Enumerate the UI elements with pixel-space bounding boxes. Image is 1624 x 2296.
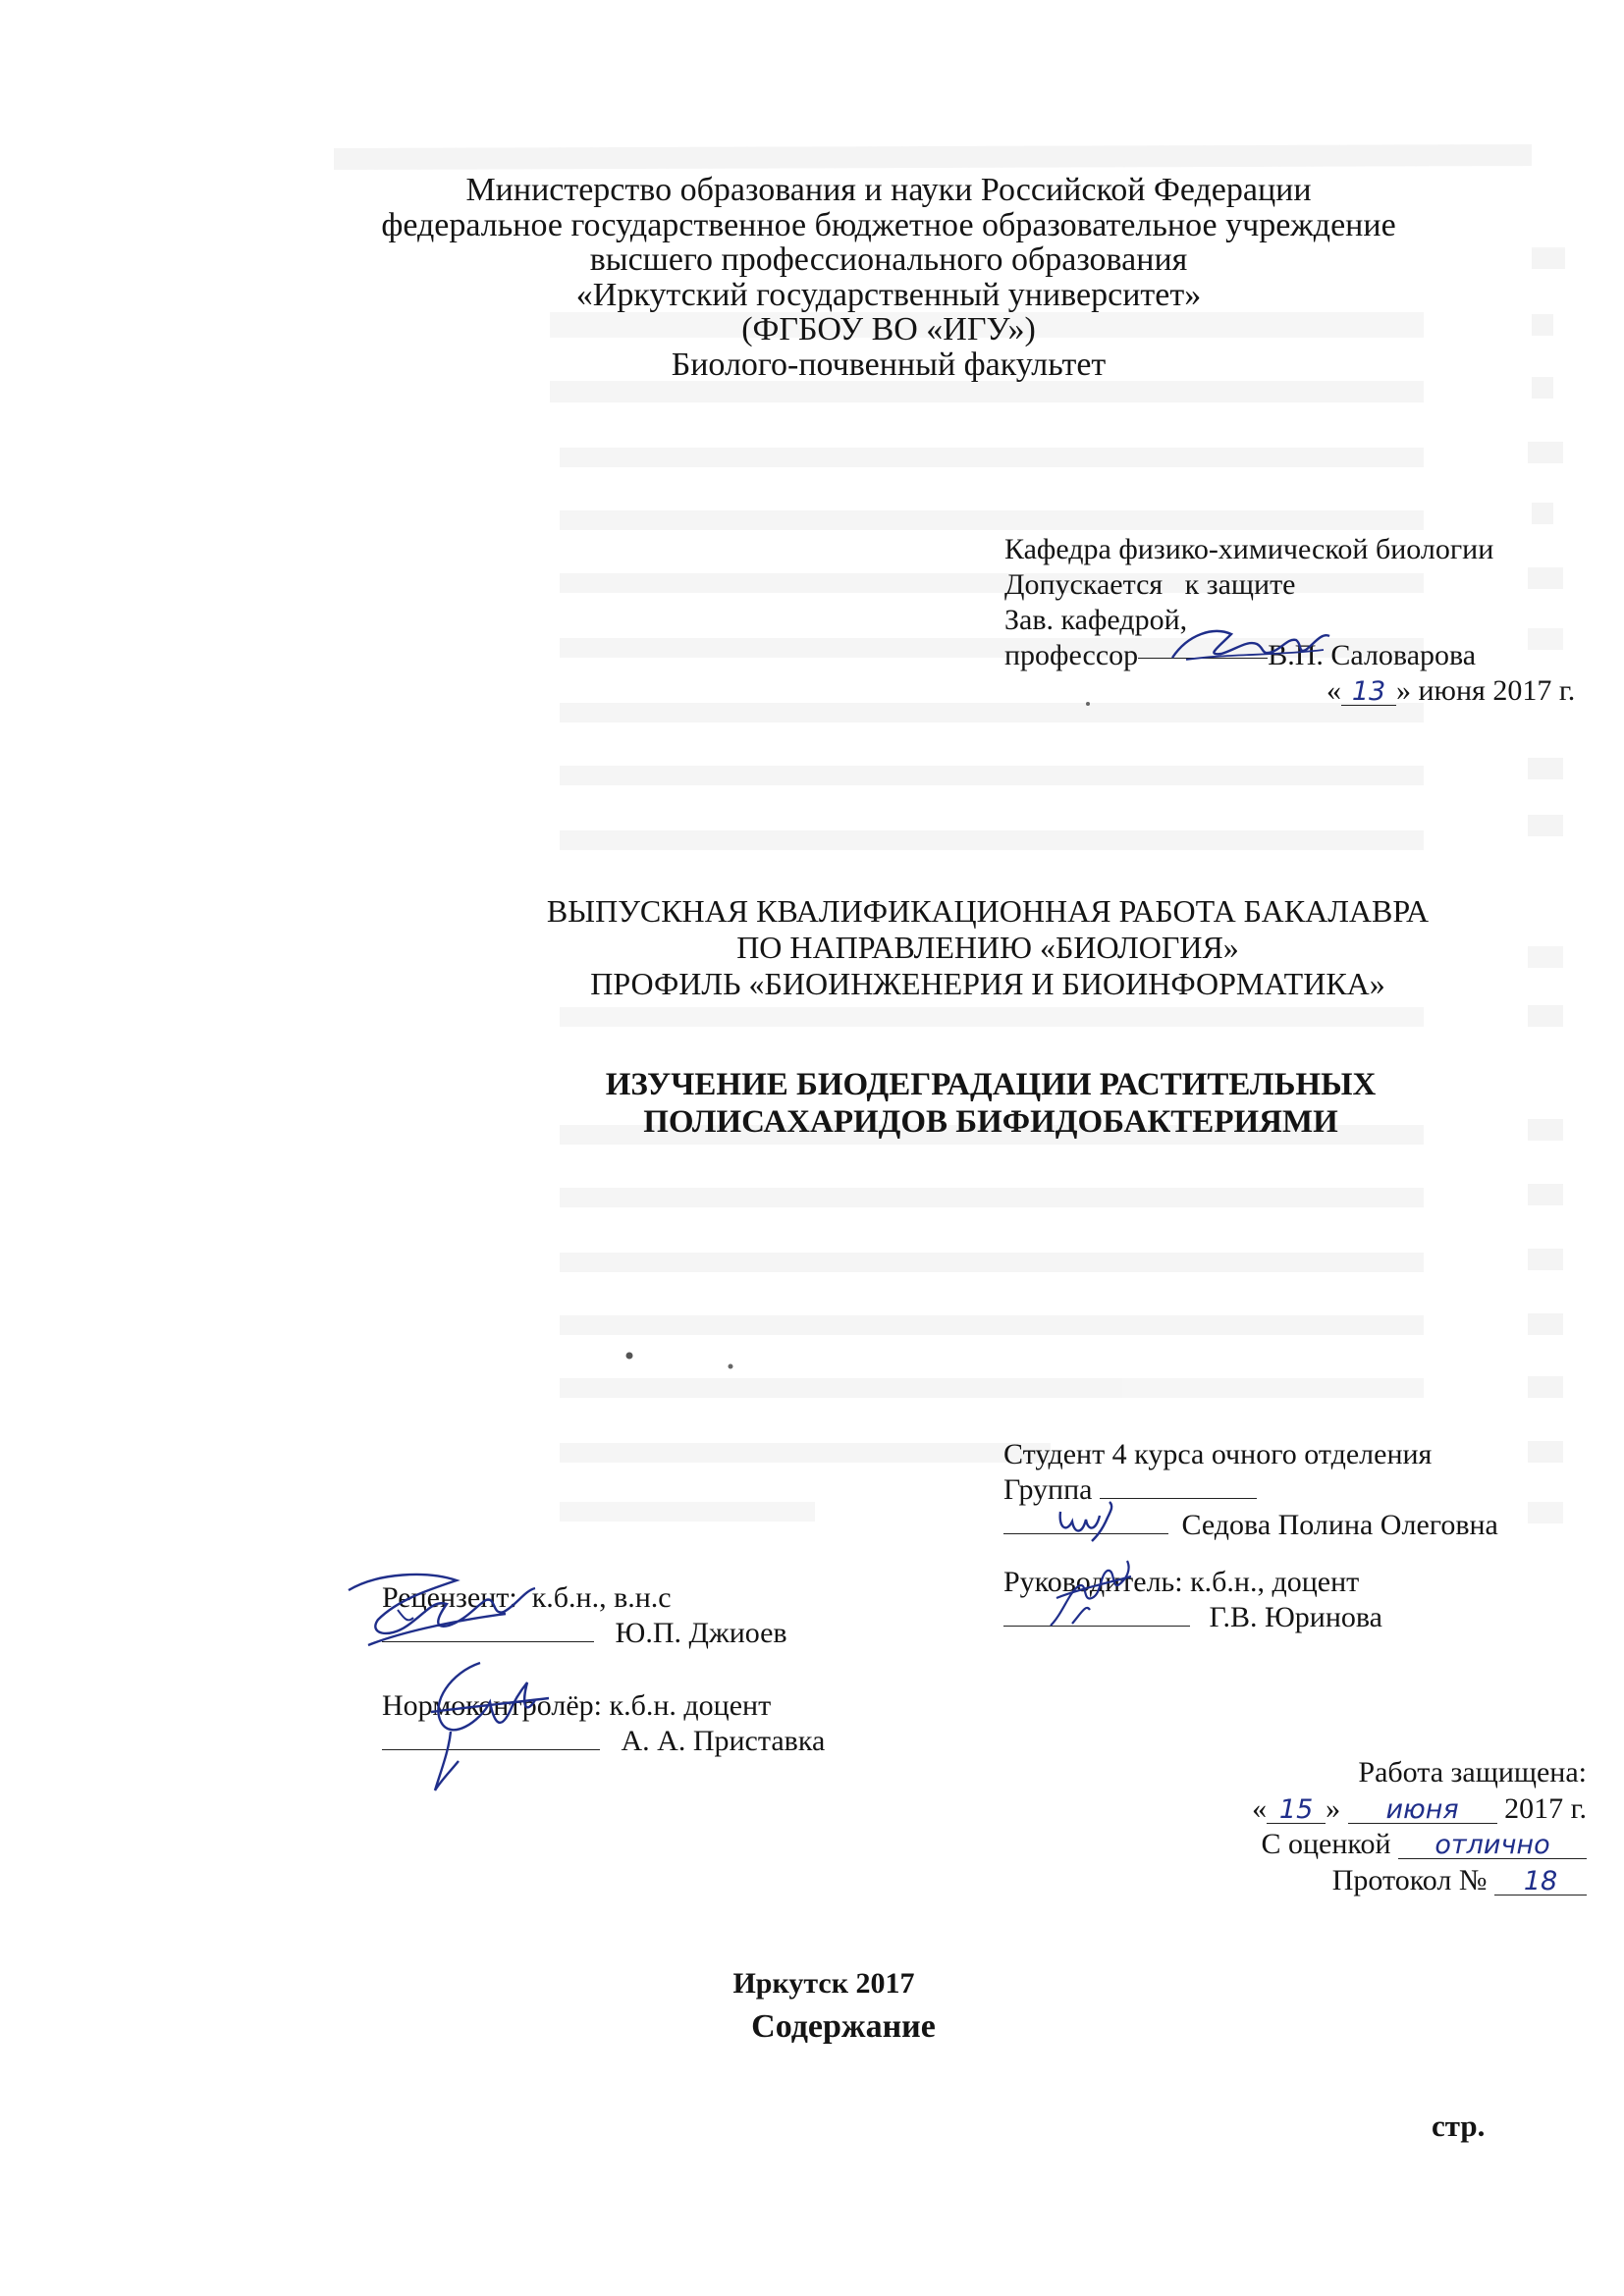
- university-line: «Иркутский государственный университет»: [575, 276, 1202, 313]
- student-signature-icon: [1053, 1498, 1121, 1549]
- university-abbr-line: (ФГБОУ ВО «ИГУ»): [741, 311, 1036, 347]
- normcontrol-signature-icon: [411, 1653, 559, 1800]
- defense-protocol-number: 18: [1494, 1869, 1587, 1896]
- defense-grade-line: [1252, 1827, 1587, 1863]
- institution-type-line: федеральное государственное бюджетное образовательное учреждение: [381, 206, 1396, 243]
- head-position: профессор: [1004, 639, 1139, 671]
- admitted-line: Допускается к защите: [1004, 568, 1296, 601]
- thesis-type-block: [0, 893, 1624, 1002]
- normcontrol-block: [382, 1688, 825, 1759]
- supervisor-signature-icon: [1043, 1555, 1137, 1637]
- student-name: Седова Полина Олеговна: [1181, 1509, 1498, 1541]
- group-label: Группа: [1003, 1473, 1093, 1506]
- reviewer-name: Ю.П. Джиоев: [615, 1617, 787, 1649]
- thesis-title: [0, 1066, 1624, 1141]
- page-column-label: стр.: [1432, 2109, 1486, 2143]
- defense-protocol-line: [1252, 1863, 1587, 1899]
- supervisor-label: Руководитель: к.б.н., доцент: [1003, 1566, 1360, 1598]
- reviewer-signature-line: [382, 1616, 787, 1651]
- approval-date-line: [1004, 673, 1575, 709]
- student-label: Студент 4 курса очного отделения: [1003, 1438, 1433, 1470]
- reviewer-block: [382, 1580, 787, 1651]
- thesis-type-line-2: ПО НАПРАВЛЕНИЮ «БИОЛОГИЯ»: [736, 930, 1239, 965]
- contents-heading: Содержание: [751, 2008, 936, 2045]
- defense-protocol-label: Протокол №: [1331, 1863, 1488, 1896]
- approval-date-rest: » июня 2017 г.: [1396, 674, 1576, 707]
- supervisor-signature-line: [1003, 1600, 1498, 1635]
- normcontrol-name: А. А. Приставка: [621, 1725, 826, 1757]
- defense-date-line: [1252, 1791, 1587, 1828]
- approval-block: [1004, 532, 1575, 709]
- normcontrol-signature-line: [382, 1724, 825, 1759]
- defense-day: 15: [1267, 1797, 1326, 1824]
- defense-year: 2017 г.: [1504, 1791, 1587, 1825]
- student-signature-line: [1003, 1508, 1498, 1543]
- approval-date-open: «: [1326, 674, 1341, 707]
- city-year: Иркутск 2017: [732, 1967, 915, 2000]
- institution-header: [0, 173, 1624, 382]
- defense-grade: отлично: [1398, 1833, 1587, 1859]
- defense-block: [1252, 1755, 1587, 1898]
- head-title-line: Зав. кафедрой,: [1004, 604, 1188, 636]
- defense-date-mid: »: [1326, 1791, 1341, 1825]
- head-signature-line: [1004, 638, 1575, 673]
- head-signature-icon: [1166, 614, 1333, 677]
- defense-date-open: «: [1252, 1791, 1268, 1825]
- department-line: Кафедра физико-химической биологии: [1004, 533, 1494, 565]
- defense-grade-label: С оценкой: [1261, 1828, 1391, 1860]
- normcontrol-label: Нормоконтролёр: к.б.н. доцент: [382, 1689, 772, 1722]
- group-blank: [1100, 1498, 1257, 1499]
- defense-label: Работа защищена:: [1358, 1756, 1587, 1789]
- reviewer-label: Рецензент: к.б.н., в.н.с: [382, 1581, 672, 1614]
- thesis-title-line-2: ПОЛИСАХАРИДОВ БИФИДОБАКТЕРИЯМИ: [643, 1104, 1338, 1140]
- faculty-line: Биолого-почвенный факультет: [671, 346, 1107, 383]
- thesis-type-line-1: ВЫПУСКНАЯ КВАЛИФИКАЦИОННАЯ РАБОТА БАКАЛАВРА: [546, 893, 1430, 929]
- student-block: [1003, 1437, 1498, 1635]
- thesis-type-line-3: ПРОФИЛЬ «БИОИНЖЕНЕРИЯ И БИОИНФОРМАТИКА»: [590, 966, 1385, 1001]
- thesis-title-line-1: ИЗУЧЕНИЕ БИОДЕГРАДАЦИИ РАСТИТЕЛЬНЫХ: [605, 1067, 1377, 1102]
- education-level-line: высшего профессионального образования: [589, 241, 1188, 278]
- head-name: В.П. Саловарова: [1268, 639, 1477, 671]
- defense-month: июня: [1348, 1797, 1497, 1824]
- approval-date-day: 13: [1341, 679, 1396, 706]
- reviewer-signature-icon: [339, 1561, 565, 1659]
- ministry-line: Министерство образования и науки Российской Федерации: [465, 172, 1312, 208]
- supervisor-name: Г.В. Юринова: [1209, 1601, 1382, 1633]
